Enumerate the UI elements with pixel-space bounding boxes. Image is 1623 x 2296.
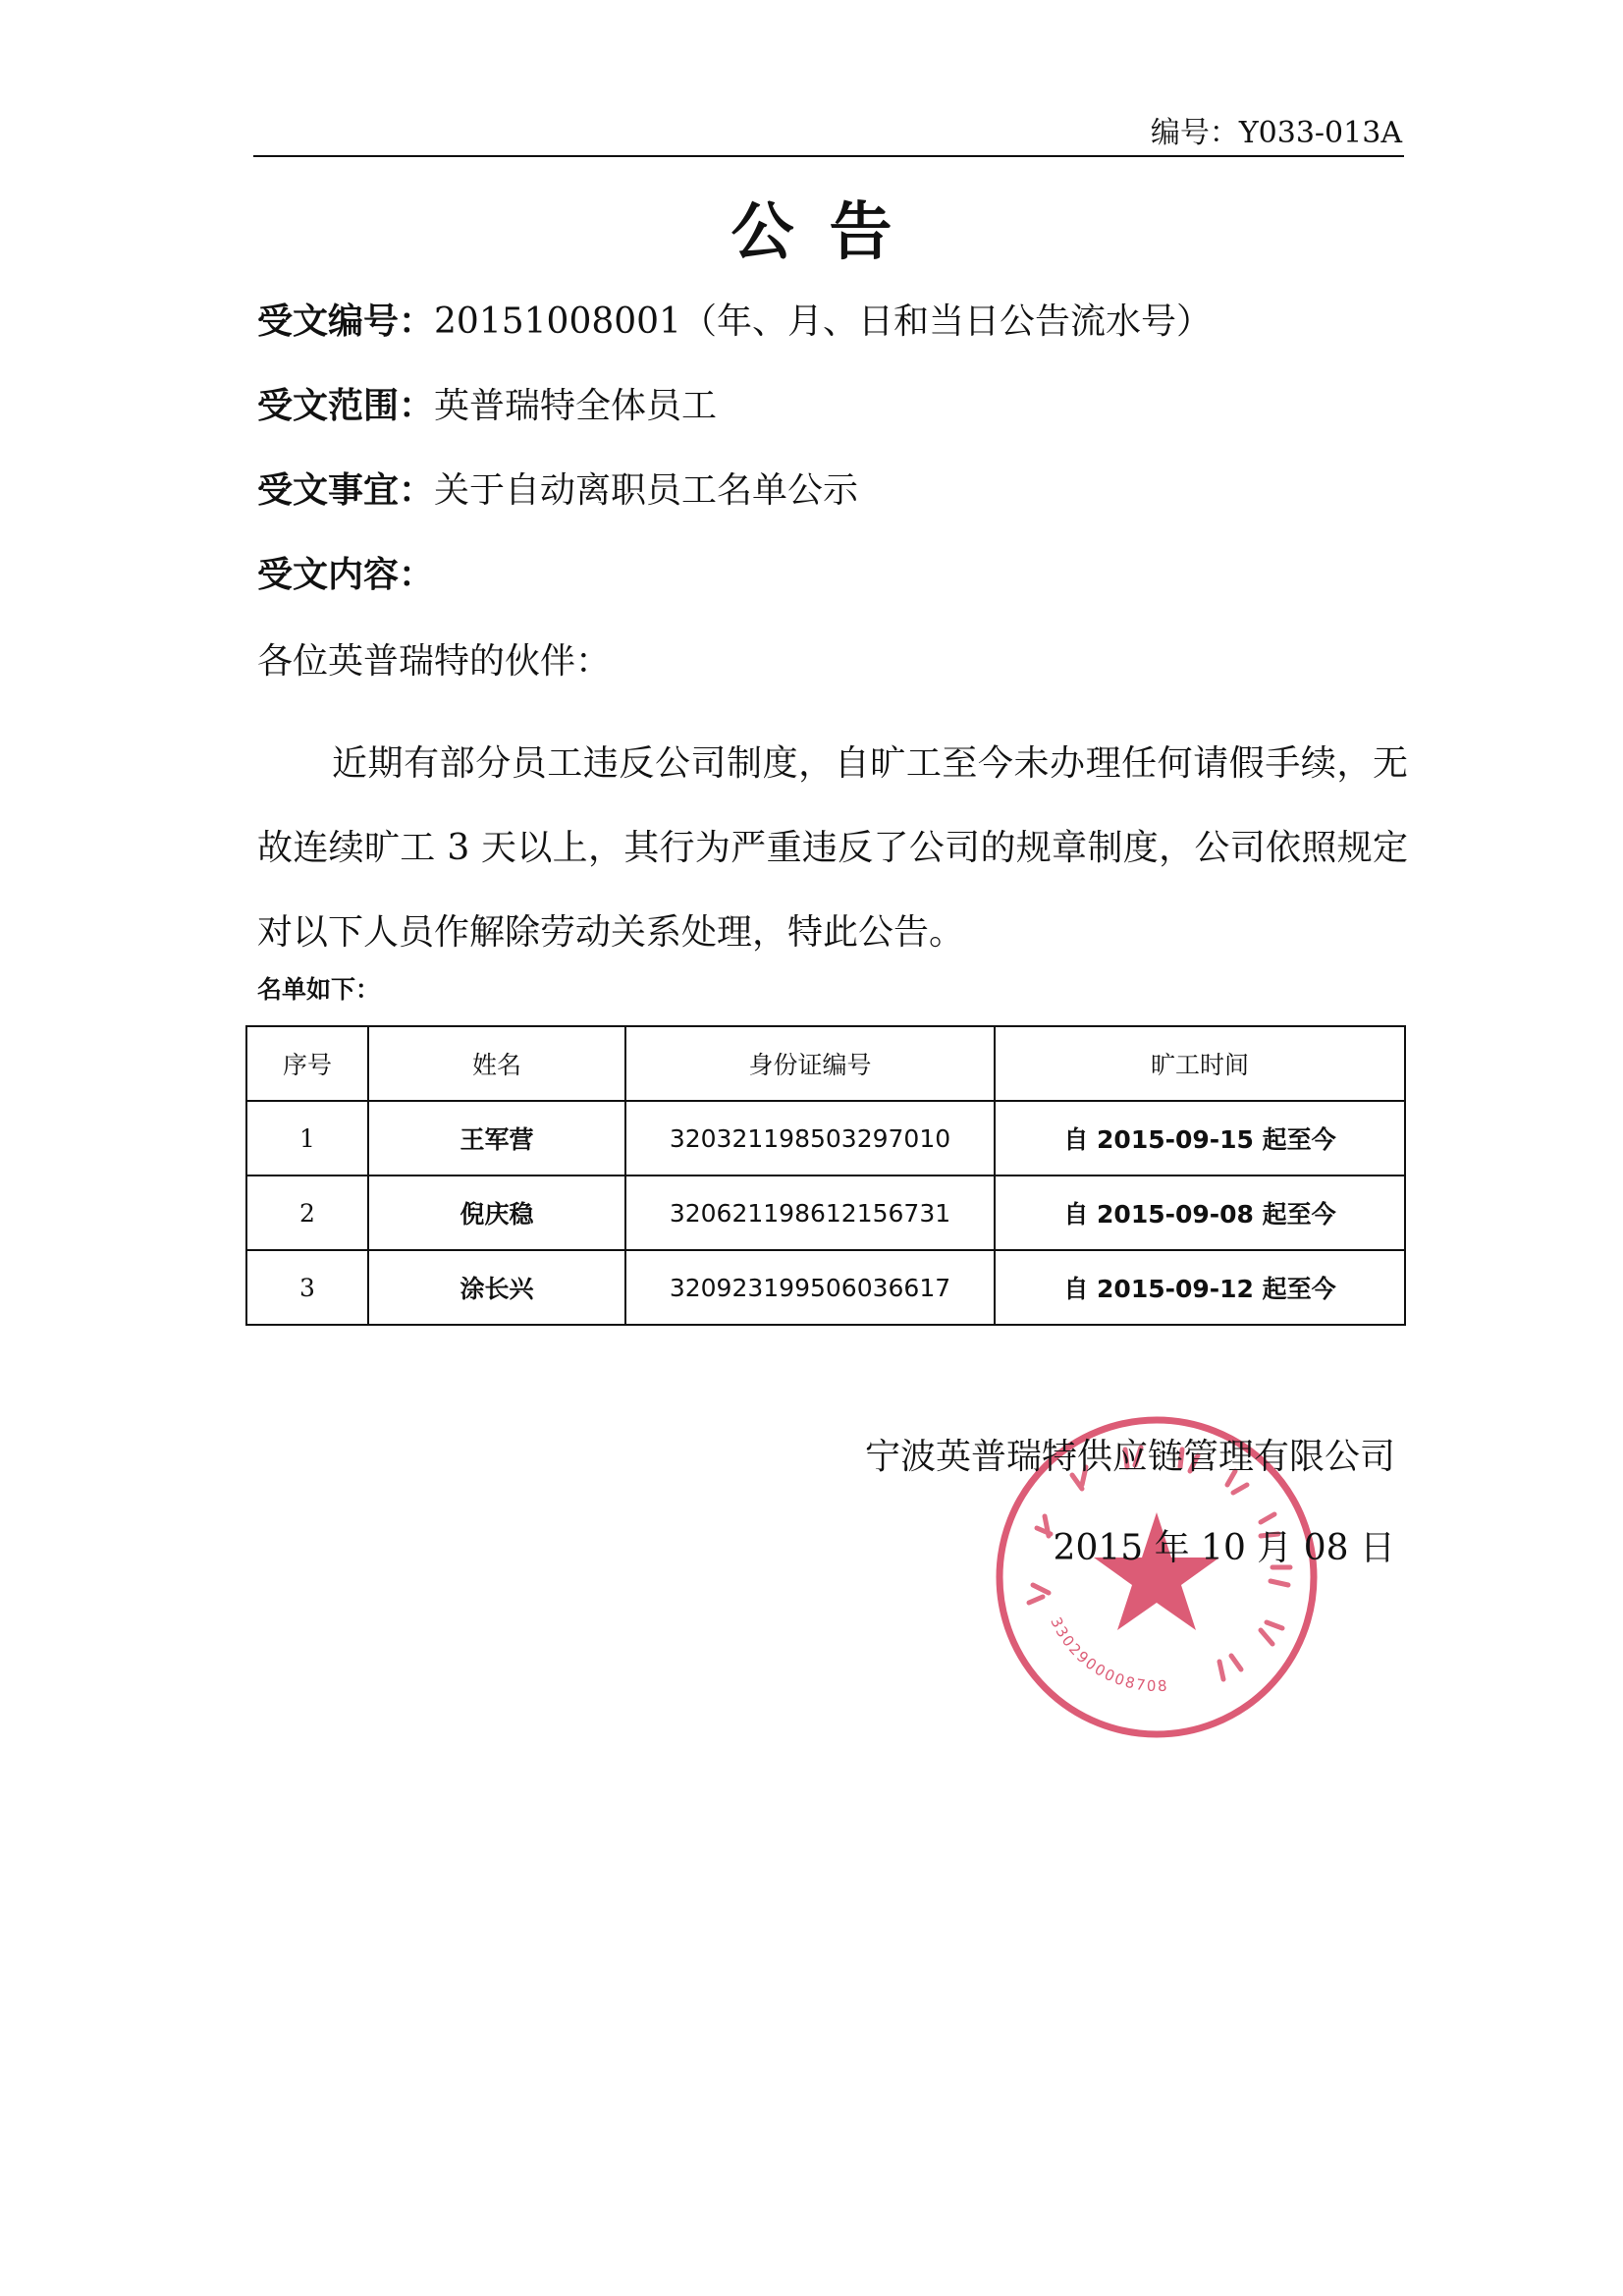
document-number: 编号：Y033-013A xyxy=(1150,116,1402,150)
cell-id-number: 320621198612156731 xyxy=(625,1175,995,1250)
column-header-name: 姓名 xyxy=(368,1026,625,1101)
cell-seq: 1 xyxy=(246,1101,368,1175)
cell-absence-period: 自 2015-09-12 起至今 xyxy=(995,1250,1405,1325)
cell-seq: 3 xyxy=(246,1250,368,1325)
cell-name: 倪庆稳 xyxy=(368,1175,625,1250)
field-scope-value: 英普瑞特全体员工 xyxy=(434,386,718,426)
field-scope-label: 受文范围： xyxy=(257,386,435,426)
cell-absence-period: 自 2015-09-08 起至今 xyxy=(995,1175,1405,1250)
column-header-id: 身份证编号 xyxy=(625,1026,995,1101)
table-row xyxy=(246,1175,1405,1250)
field-content xyxy=(257,554,434,597)
table-header-row xyxy=(246,1026,1405,1101)
field-ref-no xyxy=(257,301,1212,344)
signature-company: 宁波英普瑞特供应链管理有限公司 xyxy=(864,1437,1395,1477)
cell-id-number: 320321198503297010 xyxy=(625,1101,995,1175)
body-paragraph: 近期有部分员工违反公司制度，自旷工至今未办理任何请假手续，无故连续旷工 3 天以上，其行为严重违反了公司的规章制度，公司依照规定对以下人员作解除劳动关系处理，特此公告。 xyxy=(257,743,1408,953)
page-title: 公告 xyxy=(730,196,928,269)
field-subject xyxy=(257,469,858,513)
header-rule xyxy=(253,155,1404,157)
table-row xyxy=(246,1250,1405,1325)
cell-name: 王军营 xyxy=(368,1101,625,1175)
cell-name: 涂长兴 xyxy=(368,1250,625,1325)
list-heading: 名单如下： xyxy=(257,975,381,1004)
field-content-label: 受文内容： xyxy=(257,555,435,595)
column-header-absence: 旷工时间 xyxy=(995,1026,1405,1101)
field-ref-no-value: 20151008001（年、月、日和当日公告流水号） xyxy=(434,301,1212,342)
field-subject-value: 关于自动离职员工名单公示 xyxy=(434,470,859,511)
svg-text:3302900008708 xyxy=(1047,1614,1169,1695)
cell-seq: 2 xyxy=(246,1175,368,1250)
seal-number: 3302900008708 xyxy=(1047,1613,1169,1696)
column-header-seq: 序号 xyxy=(246,1026,368,1101)
cell-absence-period: 自 2015-09-15 起至今 xyxy=(995,1101,1405,1175)
signature-date: 2015 年 10 月 08 日 xyxy=(1053,1528,1395,1568)
table-row xyxy=(246,1101,1405,1175)
greeting: 各位英普瑞特的伙伴： xyxy=(257,641,612,682)
field-ref-no-label: 受文编号： xyxy=(257,301,435,342)
cell-id-number: 320923199506036617 xyxy=(625,1250,995,1325)
dismissal-table xyxy=(245,1025,1406,1326)
field-scope xyxy=(257,385,717,428)
field-subject-label: 受文事宜： xyxy=(257,470,435,511)
